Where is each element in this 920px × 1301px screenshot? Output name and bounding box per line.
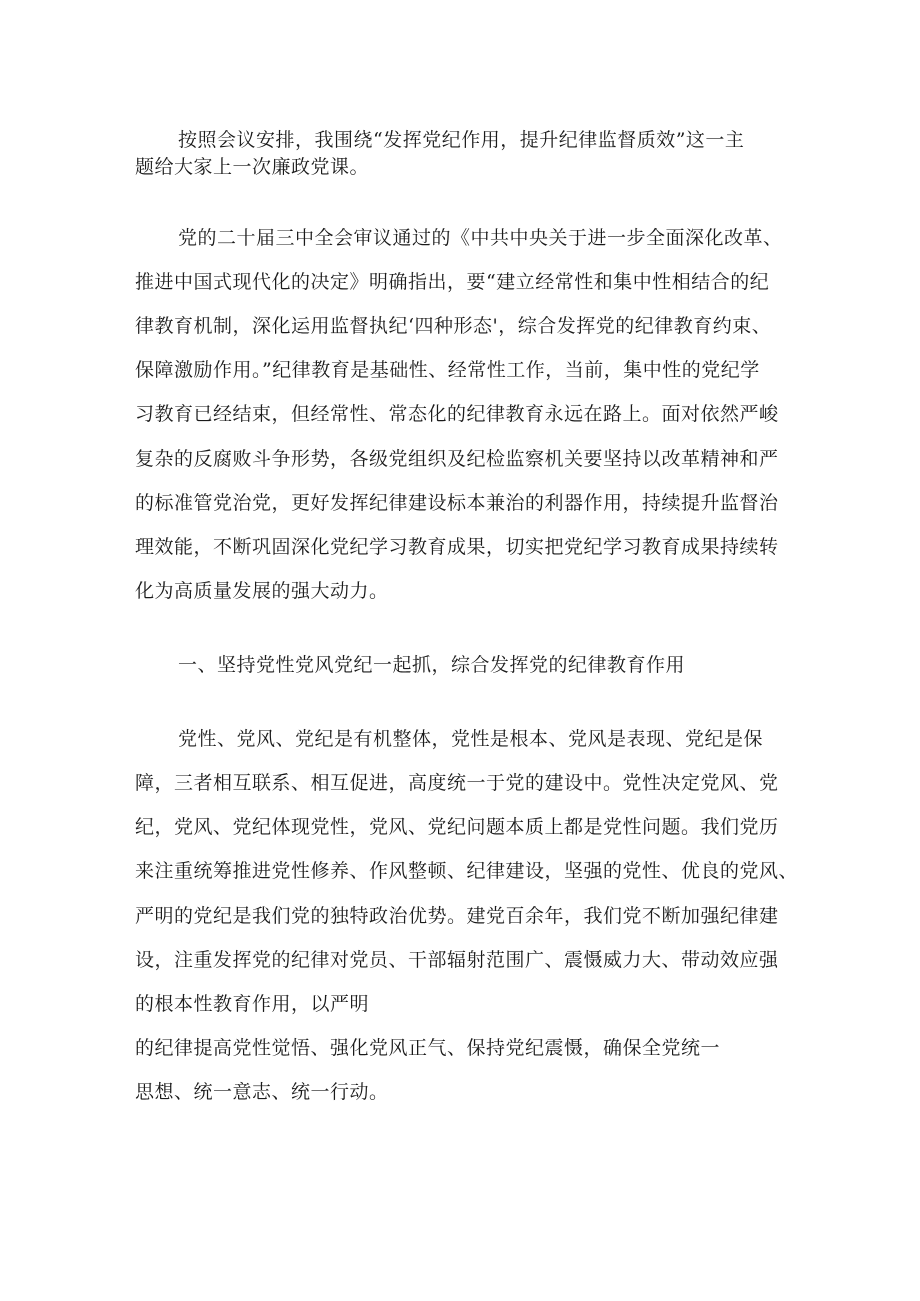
para1-line-5: 习教育已经结束，但经常性、常态化的纪律教育永远在路上。面对依然严峻: [135, 403, 779, 425]
intro-line-2: 题给大家上一次廉政党课。: [135, 156, 370, 178]
para1-line-4: 保障激励作用。”纪律教育是基础性、经常性工作，当前，集中性的党纪学: [135, 359, 760, 381]
para2-line-5: 严明的党纪是我们党的独特政治优势。建党百余年，我们党不断加强纪律建: [135, 905, 779, 927]
para1-line-3: 律教育机制，深化运用监督执纪‘四种形态'，综合发挥党的纪律教育约束、: [135, 315, 772, 337]
para2-line-4: 来注重统筹推进党性修养、作风整顿、纪律建设，坚强的党性、优良的党风、: [135, 860, 799, 882]
para2-line-1: 党性、党风、党纪是有机整体，党性是根本、党风是表现、党纪是保: [178, 728, 764, 750]
para1-line-8: 理效能，不断巩固深化党纪学习教育成果，切实把党纪学习教育成果持续转: [135, 536, 779, 558]
para2-line-2: 障，三者相互联系、相互促进，高度统一于党的建设中。党性决定党风、党: [135, 772, 779, 794]
intro-line-1: 按照会议安排，我围绕“发挥党纪作用，提升纪律监督质效”这一主: [178, 129, 745, 151]
para2-line-8: 的纪律提高党性觉悟、强化党风正气、保持党纪震慑，确保全党统一: [135, 1037, 721, 1059]
para1-line-7: 的标准管党治党，更好发挥纪律建设标本兼治的利器作用，持续提升监督治: [135, 492, 779, 514]
para1-line-9: 化为高质量发展的强大动力。: [135, 580, 389, 602]
section-heading: 一、坚持党性党风党纪一起抓，综合发挥党的纪律教育作用: [178, 654, 686, 676]
para1-line-1: 党的二十届三中全会审议通过的《中共中央关于进一步全面深化改革、: [178, 227, 783, 249]
para2-line-9: 思想、统一意志、统一行动。: [135, 1081, 389, 1103]
para1-line-2: 推进中国式现代化的决定》明确指出，要“建立经常性和集中性相结合的纪: [135, 271, 770, 293]
para2-line-7: 的根本性教育作用，以严明: [135, 993, 370, 1015]
para2-line-3: 纪，党风、党纪体现党性，党风、党纪问题本质上都是党性问题。我们党历: [135, 816, 779, 838]
para1-line-6: 复杂的反腐败斗争形势，各级党组织及纪检监察机关要坚持以改革精神和严: [135, 448, 779, 470]
para2-line-6: 设，注重发挥党的纪律对党员、干部辐射范围广、震慑威力大、带动效应强: [135, 949, 779, 971]
